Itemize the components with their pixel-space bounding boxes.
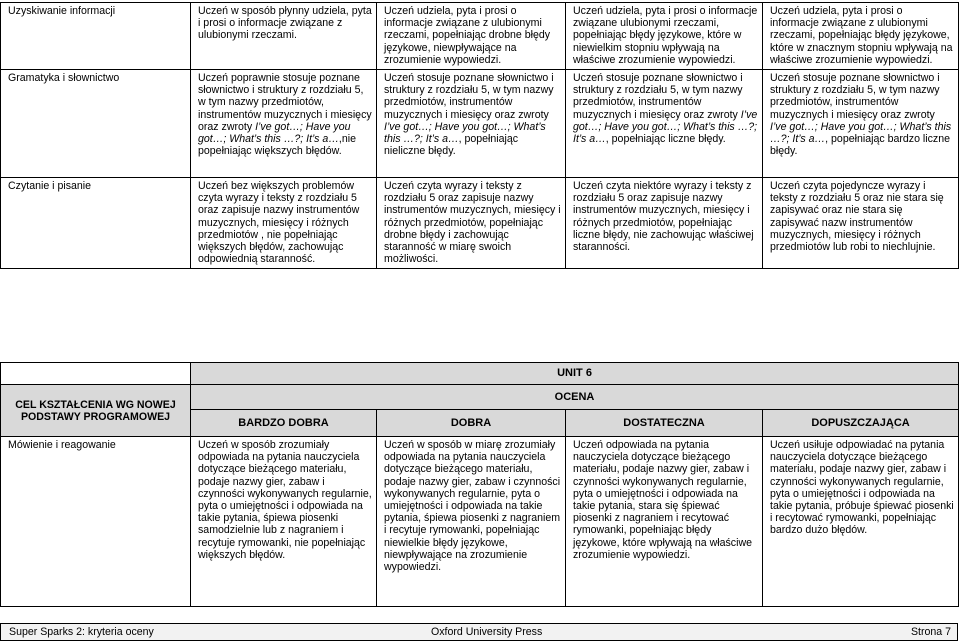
cell-text: , popełniając liczne błędy. [605, 133, 726, 146]
cell-bardzo-dobra [191, 70, 377, 178]
cell-text: ,nie popełniając większych błędów. [198, 133, 357, 158]
row-category: Gramatyka i słownictwo [1, 70, 191, 178]
table-row [1, 70, 959, 178]
ocena-header: OCENA [191, 385, 959, 410]
level-bardzo-dobra: BARDZO DOBRA [191, 410, 377, 437]
footer-page-number: Strona 7 [910, 626, 951, 638]
cell-bardzo-dobra: Uczeń w sposób zrozumiały odpowiada na pytania nauczyciela dotyczące bieżącego materiału, podaje nazwy gier, zabaw i czynności wykonywanych regularnie, pyta o umiejętności i odpowiada na takie pytania, śpiewa piosenki samodzielnie lub z nagraniem i recytuje rymowanki, nie popełniając większych błędów. [191, 437, 377, 607]
cell-text: Uczeń stosuje poznane słownictwo i struktury z rozdziału 5, w tym nazwy przedmiotów, instrumentów muzycznych i miesięcy oraz zwroty [573, 72, 743, 121]
phrase-examples: I’ve got…; Have you got…; What’s this …?; It’s a… [384, 120, 546, 146]
criteria-table-unit5 [0, 2, 959, 269]
cell-bardzo-dobra: Uczeń bez większych problemów czyta wyrazy i teksty z rozdziału 5 oraz zapisuje nazwy instrumentów muzycznych, miesięcy i różnych przedmiotów , nie popełniając większych błędów, zachowując odpowiednią staranność. [191, 178, 377, 269]
table-row [1, 3, 959, 70]
header-corner [1, 363, 191, 385]
cell-dopuszczajaca: Uczeń udziela, pyta i prosi o informacje związane z ulubionymi rzeczami, popełniając błędy językowe, które w znacznym stopniu wpływają na właściwe zrozumienie wypowiedzi. [763, 3, 959, 70]
level-dostateczna: DOSTATECZNA [566, 410, 763, 437]
cell-dopuszczajaca: Uczeń czyta pojedyncze wyrazy i teksty z rozdziału 5 oraz nie stara się zapisywać oraz nie stara się zapisywać nazw instrumentów muzycznych, miesięcy i różnych przedmiotów lub robi to niechlujnie. [763, 178, 959, 269]
footer-publisher: Oxford University Press [431, 626, 543, 638]
cell-text: Uczeń poprawnie stosuje poznane słownictwo i struktury z rozdziału 5, w tym nazwy przedmiotów, instrumentów muzycznych i miesięcy oraz zwroty [198, 72, 372, 133]
cell-dopuszczajaca [763, 70, 959, 178]
phrase-examples: I’ve got…; Have you got…; What’s this …?; It’s a… [573, 108, 758, 146]
cel-ksztalcenia-header: CEL KSZTAŁCENIA WG NOWEJ PODSTAWY PROGRAMOWEJ [1, 385, 191, 437]
table-row [1, 437, 959, 607]
cell-text: , popełniając bardzo liczne błędy. [770, 133, 951, 158]
cell-dopuszczajaca: Uczeń usiłuje odpowiadać na pytania nauczyciela dotyczące bieżącego materiału, podaje nazwy gier, zabaw i czynności wykonywanych regularnie, pyta o umiejętności i odpowiada na takie pytania, próbuje śpiewać piosenki i recytować rymowanki, popełniając bardzo dużo błędów. [763, 437, 959, 607]
row-category: Uzyskiwanie informacji [1, 3, 191, 70]
unit-title: UNIT 6 [191, 363, 959, 385]
cell-dostateczna: Uczeń udziela, pyta i prosi o informacje związane ulubionymi rzeczami, popełniając błędy językowe, które w niewielkim stopniu wpływają na właściwe zrozumienie wypowiedzi. [566, 3, 763, 70]
cell-dobra: Uczeń udziela, pyta i prosi o informacje związane z ulubionymi rzeczami, popełniając drobne błędy językowe, niewpływające na zrozumienie wypowiedzi. [377, 3, 566, 70]
cell-text: Uczeń stosuje poznane słownictwo i struktury z rozdziału 5, w tym nazwy przedmiotów, instrumentów muzycznych i miesięcy oraz zwroty [384, 72, 554, 121]
cell-dostateczna: Uczeń odpowiada na pytania nauczyciela dotyczące bieżącego materiału, podaje nazwy gier, zabaw i czynności wykonywanych regularnie, pyta o umiejętności i odpowiada na takie pytania, stara się śpiewać piosenki z nagraniem i recytować rymowanki, popełniając błędy językowe, które wpływają na właściwe zrozumienie wypowiedzi. [566, 437, 763, 607]
level-dopuszczajaca: DOPUSZCZAJĄCA [763, 410, 959, 437]
cell-dobra: Uczeń w sposób w miarę zrozumiały odpowiada na pytania nauczyciela dotyczące bieżącego materiału, podaje nazwy gier, zabaw i czynności wykonywanych regularnie, pyta o umiejętności i odpowiada na takie pytania, śpiewa piosenki z nagraniem i recytuje rymowanki, popełniając niewielkie błędy językowe, niewpływające na zrozumienie wypowiedzi. [377, 437, 566, 607]
level-dobra: DOBRA [377, 410, 566, 437]
cell-dobra: Uczeń czyta wyrazy i teksty z rozdziału 5 oraz zapisuje nazwy instrumentów muzycznych, miesięcy i różnych przedmiotów, popełniając drobne błędy i zachowując staranność w miarę swoich możliwości. [377, 178, 566, 269]
row-category: Mówienie i reagowanie [1, 437, 191, 607]
table-row [1, 178, 959, 269]
cell-text: , popełniając nieliczne błędy. [384, 133, 519, 158]
cell-dobra [377, 70, 566, 178]
page-footer [0, 623, 958, 641]
footer-title: Super Sparks 2: kryteria oceny [9, 626, 154, 638]
header-row-unit [1, 363, 959, 385]
cell-text: Uczeń stosuje poznane słownictwo i struktury z rozdziału 5, w tym nazwy przedmiotów, instrumentów muzycznych i miesięcy oraz zwroty [770, 72, 940, 121]
cell-dostateczna: Uczeń czyta niektóre wyrazy i teksty z rozdziału 5 oraz zapisuje nazwy instrumentów muzycznych, miesięcy i różnych przedmiotów, popełniając liczne błędy, nie zachowując właściwej staranności. [566, 178, 763, 269]
phrase-examples: I’ve got…; Have you got…; What’s this …?; It’s a… [198, 120, 351, 146]
row-category: Czytanie i pisanie [1, 178, 191, 269]
phrase-examples: I’ve got…; Have you got…; What’s this …?; It’s a… [770, 120, 952, 146]
cell-dostateczna [566, 70, 763, 178]
cell-bardzo-dobra: Uczeń w sposób płynny udziela, pyta i prosi o informacje związane z ulubionymi rzeczami. [191, 3, 377, 70]
header-row-ocena [1, 385, 959, 410]
criteria-table-unit6 [0, 362, 959, 607]
